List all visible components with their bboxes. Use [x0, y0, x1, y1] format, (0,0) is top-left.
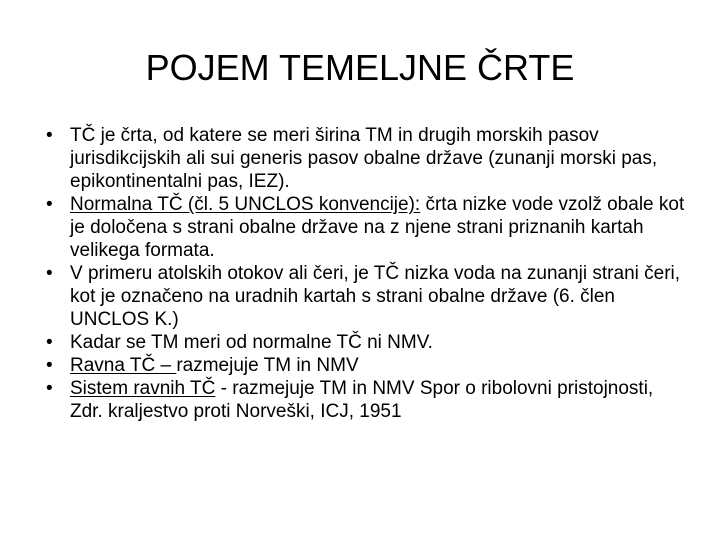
bullet-item [46, 193, 686, 262]
bullet-item [46, 262, 686, 331]
slide-title: POJEM TEMELJNE ČRTE [145, 47, 575, 88]
bullet-text: razmejuje TM in NMV [176, 355, 359, 376]
bullet-text: Kadar se TM meri od normalne TČ ni NMV. [70, 332, 433, 353]
bullet-underlined-text: Sistem ravnih TČ [70, 378, 216, 399]
bullet-text: V primeru atolskih otokov ali čeri, je TČ nizka voda na zunanji strani čeri, kot je označeno na uradnih kartah s strani obalne države (6. člen UNCLOS K.) [70, 263, 681, 330]
bullet-underlined-text: Ravna TČ – [70, 355, 177, 376]
bullet-list [46, 124, 686, 423]
bullet-text: - razmejuje TM in NMV Spor o ribolovni pristojnosti, Zdr. kraljestvo proti Norveški, ICJ, 1951 [70, 378, 654, 422]
bullet-underlined-text: Normalna TČ (čl. 5 UNCLOS konvencije): [70, 194, 421, 215]
bullet-text: TČ je črta, od katere se meri širina TM in drugih morskih pasov jurisdikcijskih ali sui generis pasov obalne države (zunanji morski pas, epikontinentalni pas, IEZ). [70, 125, 658, 192]
bullet-text: črta nizke vode vzolž obale kot je določena s strani obalne države na z njene strani priznanih kartah velikega formata. [70, 194, 685, 261]
bullet-item [46, 124, 686, 193]
bullet-item [46, 377, 686, 423]
bullet-item [46, 331, 686, 354]
bullet-item [46, 354, 686, 377]
